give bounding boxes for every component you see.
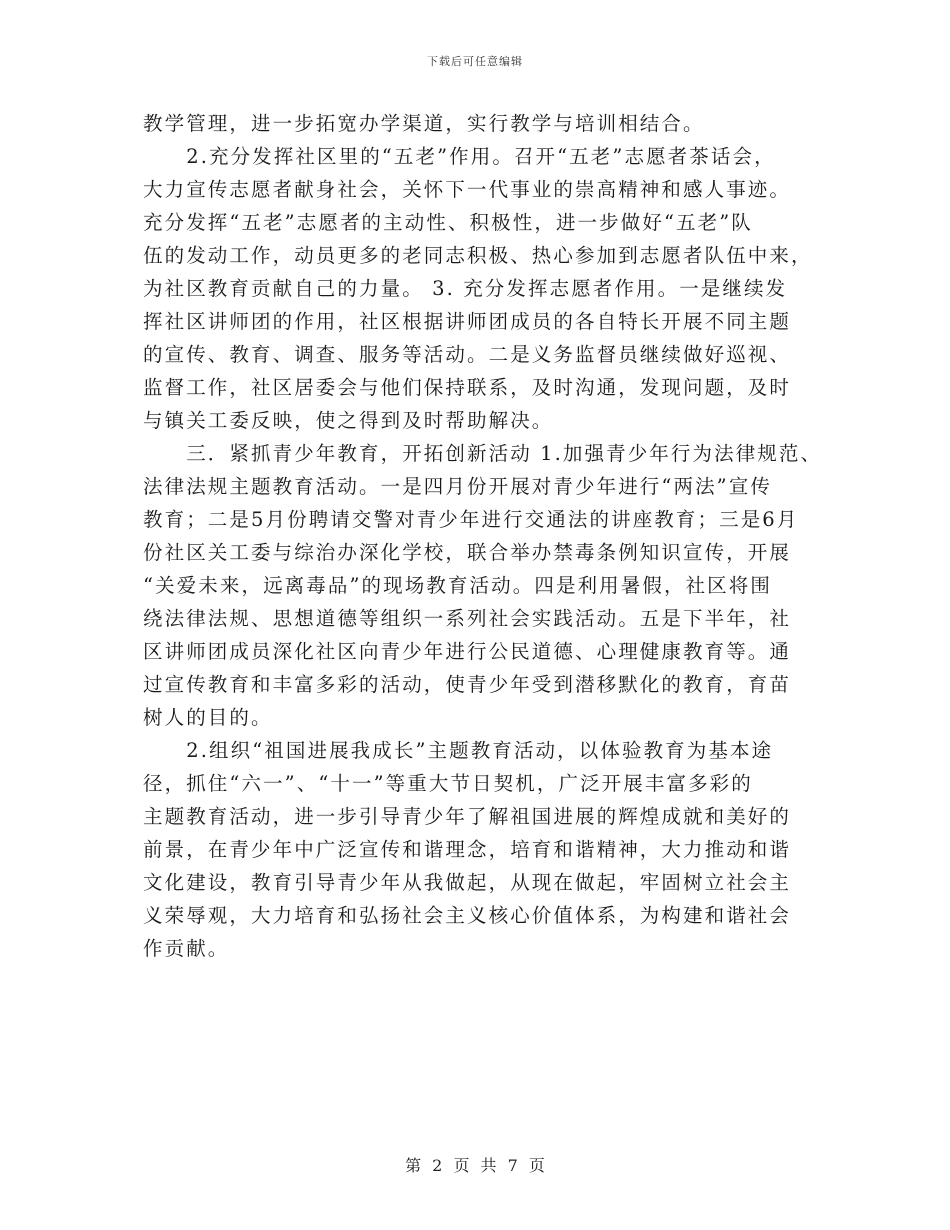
text-line: 的宣传、教育、调查、服务等活动。二是义务监督员继续做好巡视、 — [143, 343, 792, 366]
text-line: 文化建设，教育引导青少年从我做起，从现在做起，牢固树立社会主 — [143, 871, 792, 894]
text-line: 过宣传教育和丰富多彩的活动，使青少年受到潜移默化的教育，育苗 — [143, 673, 792, 696]
text-line: 充分发挥“五老”志愿者的主动性、积极性，进一步做好“五老”队 — [143, 211, 753, 234]
text-line: 径，抓住“六一”、“十一”等重大节日契机，广泛开展丰富多彩的 — [143, 772, 753, 795]
text-line: 主题教育活动，进一步引导青少年了解祖国进展的辉煌成就和美好的 — [143, 805, 792, 828]
text-line: 区讲师团成员深化社区向青少年进行公民道德、心理健康教育等。通 — [143, 640, 792, 663]
text-line: 监督工作，社区居委会与他们保持联系，及时沟通，发现问题，及时 — [143, 376, 792, 399]
text-line: 义荣辱观，大力培育和弘扬社会主义核心价值体系，为构建和谐社会 — [143, 904, 792, 927]
text-line: 教育；二是5月份聘请交警对青少年进行交通法的讲座教育；三是6月 — [143, 508, 799, 531]
text-line: 与镇关工委反映，使之得到及时帮助解决。 — [143, 409, 554, 432]
page-header: 下载后可任意编辑 — [427, 55, 523, 68]
text-line: 作贡献。 — [143, 937, 230, 960]
text-line: “关爱未来，远离毒品”的现场教育活动。四是利用暑假，社区将围 — [143, 574, 772, 597]
text-line: 2.充分发挥社区里的“五老”作用。召开“五老”志愿者茶话会， — [143, 145, 776, 168]
text-line: 份社区关工委与综治办深化学校，联合举办禁毒条例知识宣传，开展 — [143, 541, 792, 564]
text-line: 三．紧抓青少年教育，开拓创新活动 1.加强青少年行为法律规范、 — [143, 442, 823, 465]
document-body — [143, 107, 823, 965]
text-line: 大力宣传志愿者献身社会，关怀下一代事业的崇高精神和感人事迹。 — [143, 178, 792, 201]
text-line: 教学管理，进一步拓宽办学渠道，实行教学与培训相结合。 — [143, 112, 705, 135]
text-line: 绕法律法规、思想道德等组织一系列社会实践活动。五是下半年，社 — [143, 607, 792, 630]
text-line: 为社区教育贡献自己的力量。 3. 充分发挥志愿者作用。一是继续发 — [143, 277, 788, 300]
text-line: 前景，在青少年中广泛宣传和谐理念，培育和谐精神，大力推动和谐 — [143, 838, 792, 861]
text-line: 2.组织“祖国进展我成长”主题教育活动，以体验教育为基本途 — [143, 739, 774, 762]
text-line: 树人的目的。 — [143, 706, 273, 729]
page-footer: 第 2 页 共 7 页 — [405, 1156, 545, 1175]
text-line: 法律法规主题教育活动。一是四月份开展对青少年进行“两法”宣传 — [143, 475, 772, 498]
text-line: 伍的发动工作，动员更多的老同志积极、热心参加到志愿者队伍中来， — [143, 244, 813, 267]
text-line: 挥社区讲师团的作用，社区根据讲师团成员的各自特长开展不同主题 — [143, 310, 792, 333]
